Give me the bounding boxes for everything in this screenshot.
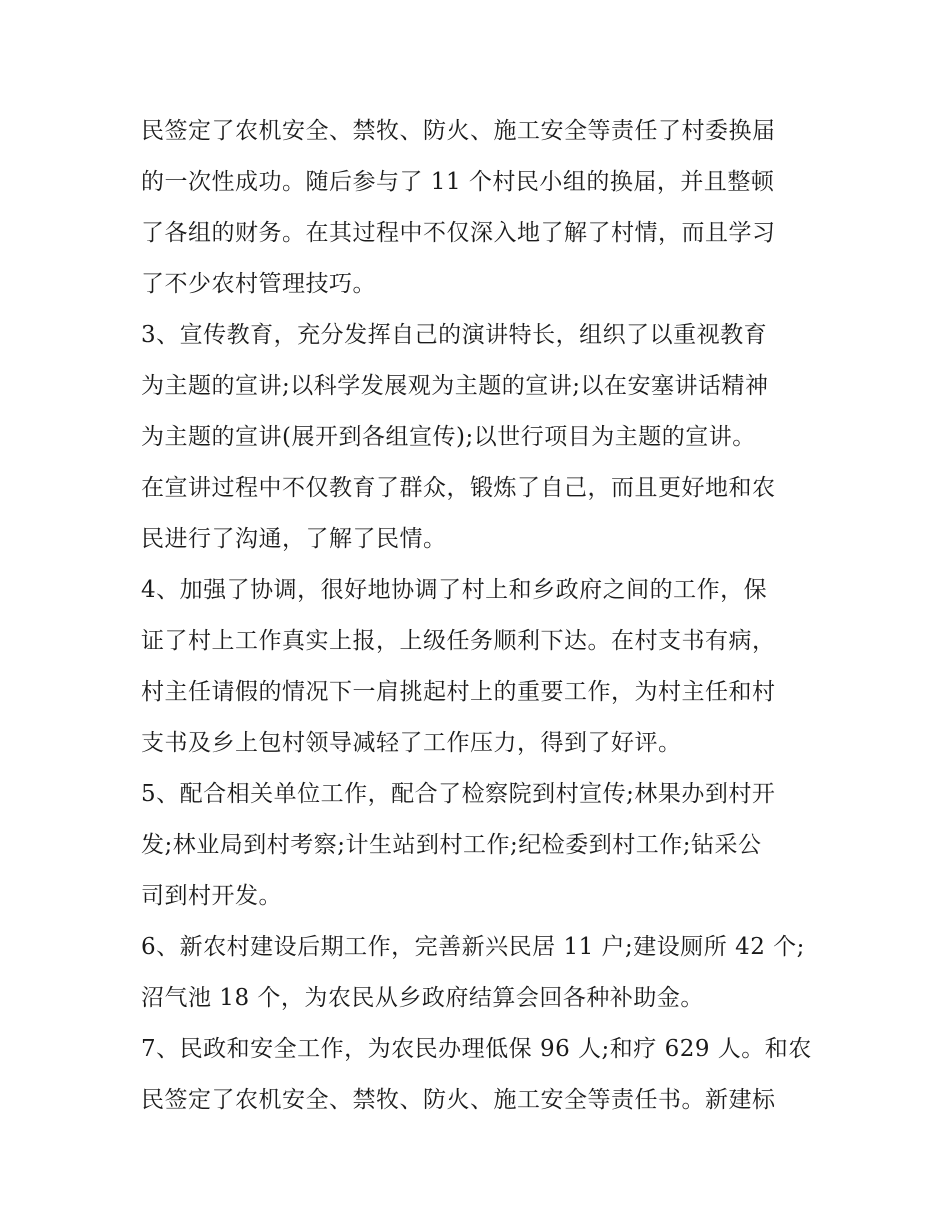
text-line: 村主任请假的情况下一肩挑起村上的重要工作，为村主任和村: [141, 679, 776, 705]
text-line: 了不少农村管理技巧。: [141, 271, 376, 297]
text-line: 7、民政和安全工作，为农民办理低保 96 人;和疗 629 人。和农: [141, 1036, 812, 1062]
text-line: 为主题的宣讲(展开到各组宣传);以世行项目为主题的宣讲。: [141, 424, 756, 450]
text-line: 发;林业局到村考察;计生站到村工作;纪检委到村工作;钻采公: [141, 832, 762, 858]
text-line: 为主题的宣讲;以科学发展观为主题的宣讲;以在安塞讲话精神: [141, 373, 769, 399]
text-line: 民签定了农机安全、禁牧、防火、施工安全等责任书。新建标: [141, 1087, 776, 1113]
text-line: 民进行了沟通，了解了民情。: [141, 526, 447, 552]
document-body: [141, 106, 821, 1126]
text-line: 5、配合相关单位工作，配合了检察院到村宣传;林果办到村开: [141, 781, 776, 807]
text-line: 在宣讲过程中不仅教育了群众，锻炼了自己，而且更好地和农: [141, 475, 776, 501]
text-line: 司到村开发。: [141, 883, 282, 909]
text-line: 3、宣传教育，充分发挥自己的演讲特长，组织了以重视教育: [141, 322, 768, 348]
text-line: 4、加强了协调，很好地协调了村上和乡政府之间的工作，保: [141, 577, 768, 603]
text-line: 的一次性成功。随后参与了 11 个村民小组的换届，并且整顿: [141, 169, 775, 195]
text-line: 6、新农村建设后期工作，完善新兴民居 11 户;建设厕所 42 个;: [141, 934, 805, 960]
text-line: 了各组的财务。在其过程中不仅深入地了解了村情，而且学习: [141, 220, 776, 246]
text-line: 证了村上工作真实上报，上级任务顺利下达。在村支书有病，: [141, 628, 776, 654]
text-line: 沼气池 18 个，为农民从乡政府结算会回各种补助金。: [141, 985, 704, 1011]
text-line: 支书及乡上包村领导减轻了工作压力，得到了好评。: [141, 730, 682, 756]
text-line: 民签定了农机安全、禁牧、防火、施工安全等责任了村委换届: [141, 118, 776, 144]
